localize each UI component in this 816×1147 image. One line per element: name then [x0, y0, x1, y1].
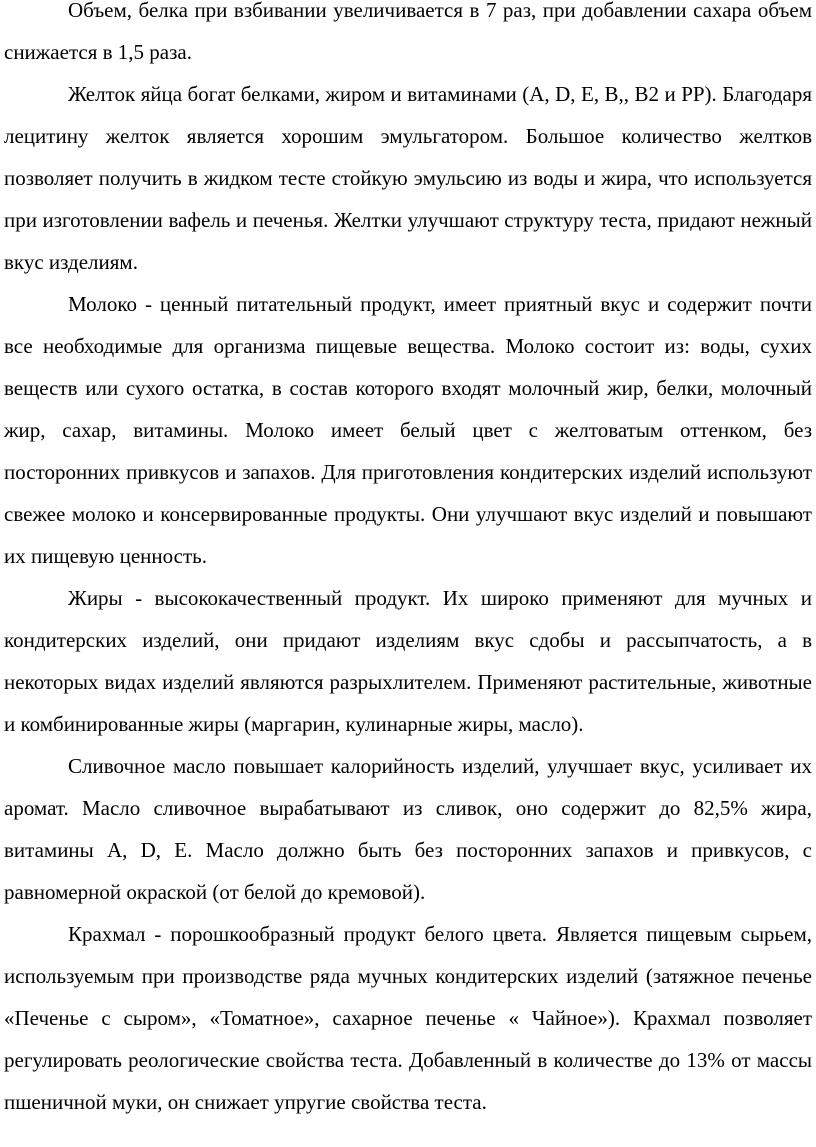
paragraph-starch: Крахмал - порошкообразный продукт белого цвета. Является пищевым сырьем, используемым при производстве ряда мучных кондитерских изделий (затяжное печенье «Печенье с сыром», «Томатное», сахарное печенье « Чайное»). Крахмал позволяет регулировать реологические свойства теста. Добавленный в количестве до 13% от массы пшеничной муки, он снижает упругие свойства теста.	[4, 922, 812, 1114]
paragraph-egg-white: Объем, белка при взбивании увеличивается в 7 раз, при добавлении сахара объем снижается в 1,5 раза.	[4, 0, 812, 64]
paragraph-butter: Сливочное масло повышает калорийность изделий, улучшает вкус, усиливает их аромат. Масло сливочное вырабатывают из сливок, оно содержит до 82,5% жира, витамины А, D, Е. Масло должно быть без посторонних запахов и привкусов, с равномерной окраской (от белой до кремовой).	[4, 754, 812, 904]
paragraph-egg-yolk: Желток яйца богат белками, жиром и витаминами (А, D, Е, В,, В2 и РР). Благодаря лецитину желток является хорошим эмульгатором. Большое количество желтков позволяет получить в жидком тесте стойкую эмульсию из воды и жира, что используется при изготовлении вафель и печенья. Желтки улучшают структуру теста, придают нежный вкус изделиям.	[4, 82, 812, 274]
paragraph-fats: Жиры - высококачественный продукт. Их широко применяют для мучных и кондитерских изделий, они придают изделиям вкус сдобы и рассыпчатость, а в некоторых видах изделий являются разрыхлителем. Применяют растительные, животные и комбинированные жиры (маргарин, кулинарные жиры, масло).	[4, 586, 812, 736]
paragraph-milk: Молоко - ценный питательный продукт, имеет приятный вкус и содержит почти все необходимые для организма пищевые вещества. Молоко состоит из: воды, сухих веществ или сухого остатка, в состав которого входят молочный жир, белки, молочный жир, сахар, витамины. Молоко имеет белый цвет с желтоватым оттенком, без посторонних привкусов и запахов. Для приготовления кондитерских изделий используют свежее молоко и консервированные продукты. Они улучшают вкус изделий и повышают их пищевую ценность.	[4, 292, 812, 568]
